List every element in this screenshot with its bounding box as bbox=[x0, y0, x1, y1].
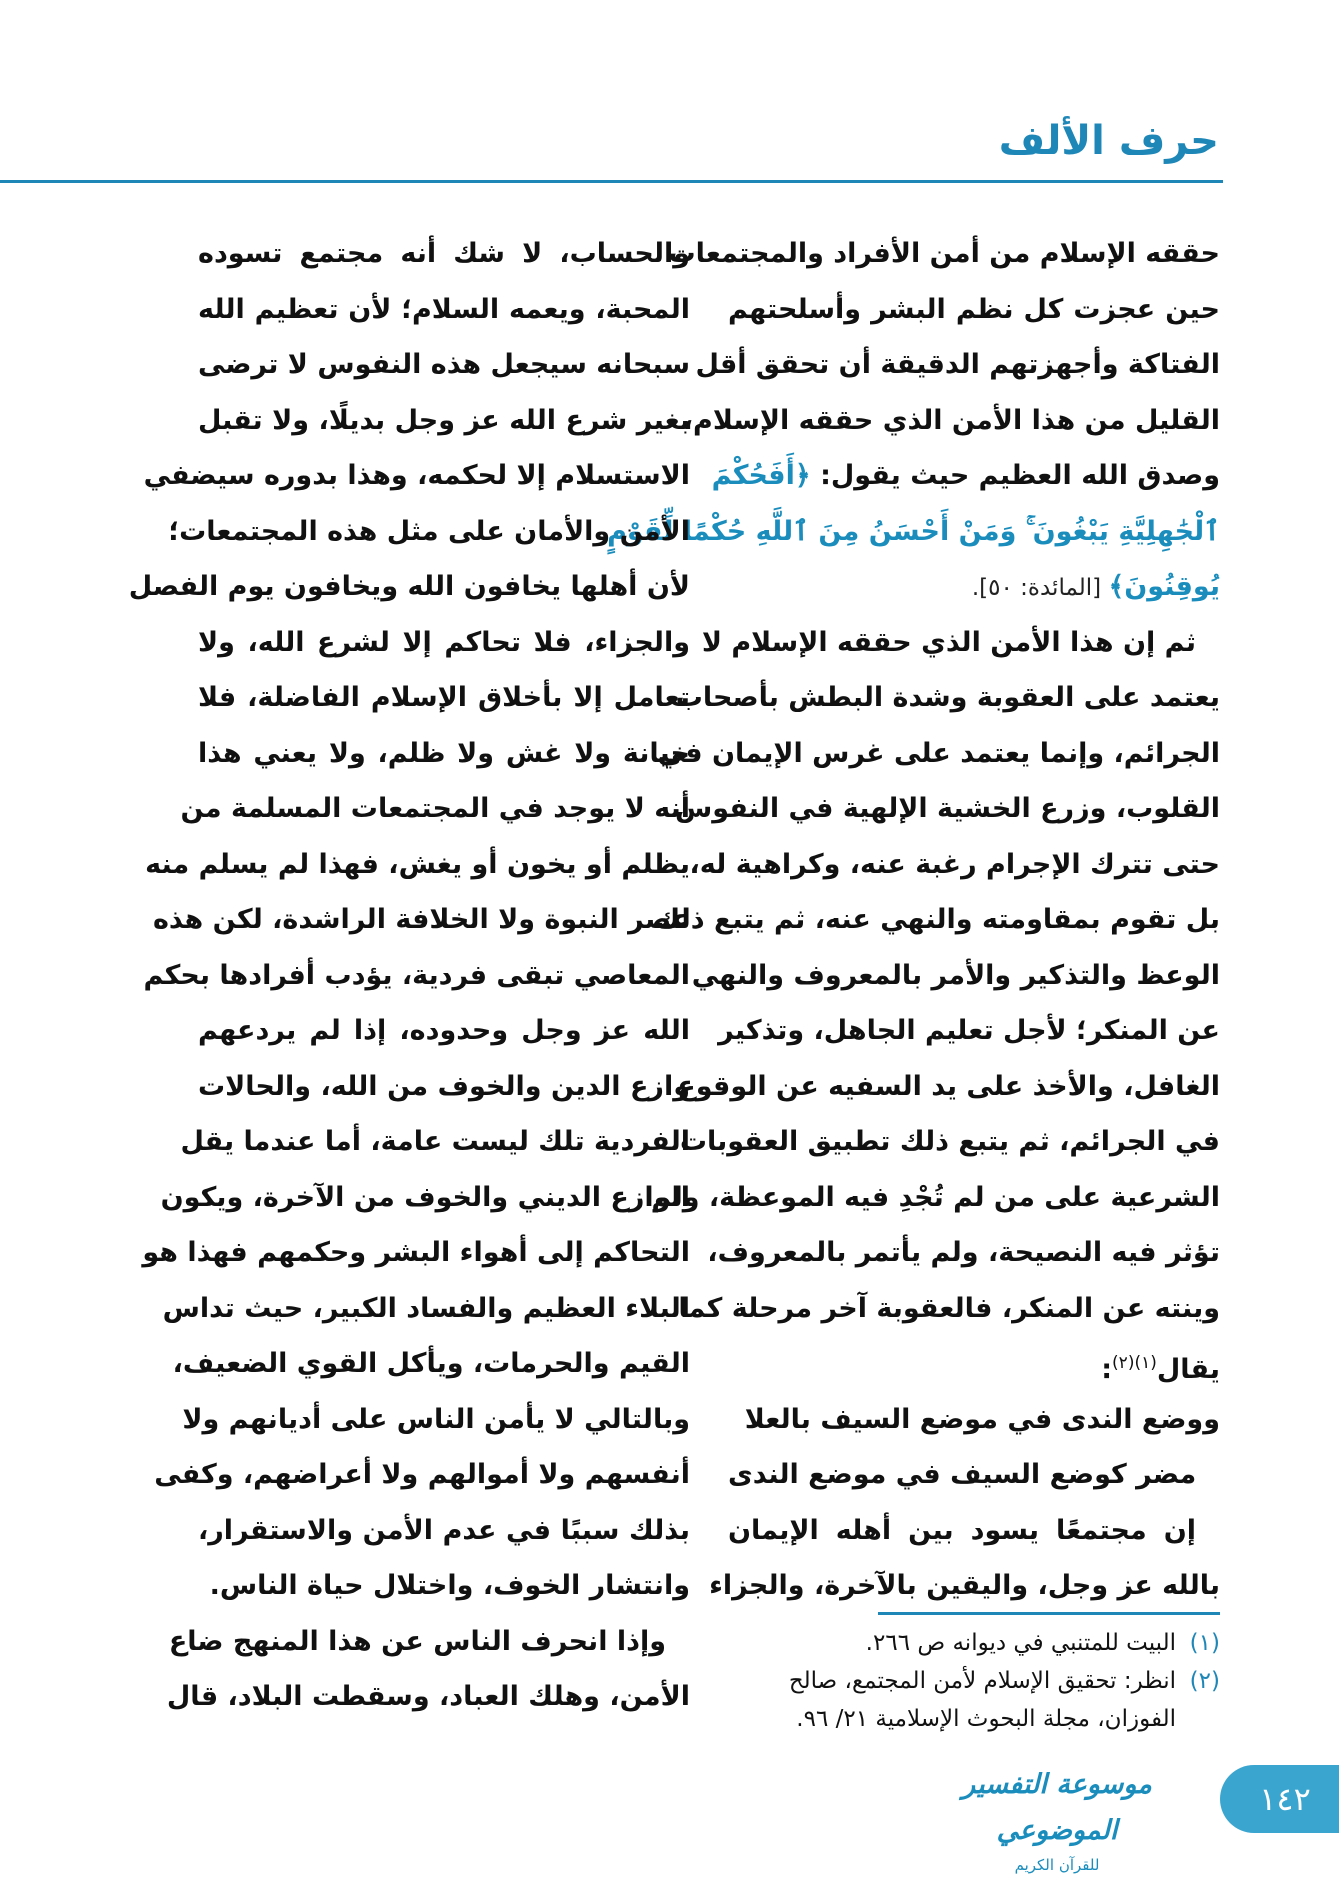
logo-subtitle: للقرآن الكريم bbox=[1014, 1856, 1100, 1874]
text-line bbox=[678, 1281, 1220, 1337]
text-line bbox=[668, 226, 1220, 282]
text-line bbox=[707, 1225, 1220, 1281]
text-line bbox=[198, 726, 690, 782]
page-number: ١٤٢ bbox=[1220, 1765, 1339, 1833]
line-text: ووضع الندى في موضع السيف بالعلا bbox=[744, 1403, 1220, 1435]
text-line bbox=[143, 948, 690, 1004]
text-line bbox=[198, 226, 690, 282]
line-text: بالله عز وجل، واليقين بالآخرة، والجزاء bbox=[709, 1570, 1220, 1601]
text-line bbox=[709, 1558, 1220, 1614]
quran-verse: يُوقِنُونَ﴾ bbox=[1108, 571, 1220, 602]
line-text: عن المنكر؛ لأجل تعليم الجاهل، وتذكير bbox=[718, 1015, 1220, 1046]
text-line bbox=[701, 615, 1220, 671]
line-text: القلوب، وزرع الخشية الإلهية في النفوس bbox=[675, 793, 1220, 824]
line-text: إن مجتمعًا يسود بين أهله الإيمان bbox=[728, 1514, 1196, 1546]
text-line bbox=[154, 1447, 690, 1503]
line-text: الجرائم، وإنما يعتمد على غرس الإيمان في bbox=[657, 737, 1220, 769]
text-line bbox=[168, 1614, 690, 1670]
text-line bbox=[655, 892, 1220, 948]
text-line bbox=[657, 726, 1220, 782]
line-text: البلاء العظيم والفساد الكبير، حيث تداس bbox=[162, 1292, 690, 1324]
encyclopedia-logo bbox=[934, 1762, 1180, 1874]
line-text: حتى تترك الإجرام رغبة عنه، وكراهية له، bbox=[689, 848, 1220, 880]
text-line bbox=[718, 1003, 1220, 1059]
text-line bbox=[198, 615, 690, 671]
line-text: والحساب، لا شك أنه مجتمع تسوده bbox=[198, 238, 690, 269]
line-text: سبحانه سيجعل هذه النفوس لا ترضى bbox=[198, 349, 690, 380]
text-line bbox=[145, 837, 690, 893]
text-line bbox=[728, 1447, 1220, 1503]
line-text: حققه الإسلام من أمن الأفراد والمجتمعات bbox=[668, 238, 1220, 269]
line-text-end: : bbox=[1101, 1354, 1113, 1385]
text-line bbox=[198, 337, 690, 393]
line-text: القيم والحرمات، ويأكل القوي الضعيف، bbox=[172, 1348, 690, 1379]
text-line bbox=[198, 282, 690, 338]
text-line bbox=[160, 1170, 690, 1226]
text-line bbox=[728, 559, 1220, 615]
line-text: تؤثر فيه النصيحة، ولم يأتمر بالمعروف، bbox=[707, 1237, 1220, 1268]
line-text: بل تقوم بمقاومته والنهي عنه، ثم يتبع ذلك bbox=[655, 904, 1220, 935]
text-line bbox=[152, 892, 690, 948]
left-text-column bbox=[128, 226, 690, 1725]
line-text: الشرعية على من لم تُجْدِ فيه الموعظة، ولم bbox=[651, 1181, 1220, 1213]
line-text: بذلك سببًا في عدم الأمن والاستقرار، bbox=[198, 1514, 690, 1546]
line-text: يقال bbox=[1156, 1354, 1220, 1385]
line-text: تعامل إلا بأخلاق الإسلام الفاضلة، فلا bbox=[198, 682, 690, 713]
line-text: المحبة، ويعمه السلام؛ لأن تعظيم الله bbox=[198, 293, 690, 325]
text-line bbox=[728, 282, 1220, 338]
text-line bbox=[128, 559, 690, 615]
text-line bbox=[198, 1558, 690, 1614]
line-text: القليل من هذا الأمن الذي حققه الإسلام، bbox=[682, 404, 1220, 436]
text-line bbox=[180, 1114, 690, 1170]
line-text: أنه لا يوجد في المجتمعات المسلمة من bbox=[180, 793, 690, 824]
text-line bbox=[198, 1003, 690, 1059]
text-line bbox=[675, 670, 1220, 726]
text-line bbox=[607, 504, 1220, 560]
text-line bbox=[677, 1059, 1220, 1115]
text-line bbox=[198, 670, 690, 726]
text-line bbox=[198, 393, 690, 449]
line-text: والجزاء، فلا تحاكم إلا لشرع الله، ولا bbox=[198, 626, 690, 658]
text-line bbox=[695, 337, 1220, 393]
line-text: وينته عن المنكر، فالعقوبة آخر مرحلة كما bbox=[678, 1292, 1220, 1324]
line-text: عصر النبوة ولا الخلافة الراشدة، لكن هذه bbox=[152, 904, 690, 935]
line-text: أنفسهم ولا أموالهم ولا أعراضهم، وكفى bbox=[154, 1459, 690, 1490]
chapter-title: حرف الألف bbox=[998, 118, 1219, 164]
text-line bbox=[689, 837, 1220, 893]
text-line bbox=[162, 1281, 690, 1337]
text-line bbox=[675, 781, 1220, 837]
line-text: وبالتالي لا يأمن الناس على أديانهم ولا bbox=[182, 1403, 690, 1435]
text-line bbox=[180, 781, 690, 837]
text-line bbox=[728, 1336, 1220, 1392]
line-text: وازع الدين والخوف من الله، والحالات bbox=[198, 1070, 690, 1102]
text-line bbox=[172, 1336, 690, 1392]
line-text: خيانة ولا غش ولا ظلم، ولا يعني هذا bbox=[198, 737, 690, 769]
line-text: التحاكم إلى أهواء البشر وحكمهم فهذا هو bbox=[142, 1237, 690, 1268]
line-text: الغافل، والأخذ على يد السفيه عن الوقوع bbox=[677, 1070, 1220, 1102]
footnote-number: (١) bbox=[1189, 1630, 1220, 1656]
text-line bbox=[198, 1059, 690, 1115]
line-text: المعاصي تبقى فردية، يؤدب أفرادها بحكم bbox=[143, 959, 690, 991]
line-text: الفردية تلك ليست عامة، أما عندما يقل bbox=[180, 1126, 690, 1157]
quran-verse: ﴿أَفَحُكْمَ bbox=[711, 460, 811, 491]
footnotes bbox=[728, 1624, 1220, 1738]
verse-reference: [المائدة: ٥٠]. bbox=[971, 575, 1109, 601]
text-line bbox=[182, 1392, 690, 1448]
text-line bbox=[679, 1114, 1220, 1170]
line-text: وإذا انحرف الناس عن هذا المنهج ضاع bbox=[168, 1625, 666, 1657]
text-line bbox=[711, 448, 1220, 504]
line-text: الله عز وجل وحدوده، إذا لم يردعهم bbox=[198, 1015, 690, 1046]
text-line bbox=[143, 448, 690, 504]
right-text-column bbox=[607, 226, 1220, 1614]
line-text: وانتشار الخوف، واختلال حياة الناس. bbox=[209, 1570, 690, 1601]
line-text: وصدق الله العظيم حيث يقول: bbox=[810, 460, 1220, 491]
text-line bbox=[142, 1225, 690, 1281]
footnote-text: البيت للمتنبي في ديوانه ص ٢٦٦. bbox=[865, 1630, 1176, 1656]
line-text: يظلم أو يخون أو يغش، فهذا لم يسلم منه bbox=[145, 848, 690, 880]
line-text: الاستسلام إلا لحكمه، وهذا بدوره سيضفي bbox=[143, 460, 690, 491]
line-text: في الجرائم، ثم يتبع ذلك تطبيق العقوبات bbox=[679, 1126, 1220, 1157]
text-line bbox=[682, 393, 1220, 449]
footnote bbox=[728, 1662, 1220, 1738]
line-text: لأن أهلها يخافون الله ويخافون يوم الفصل bbox=[128, 571, 690, 602]
logo-title: موسوعة التفسير الموضوعي bbox=[962, 1769, 1152, 1846]
line-text: مضر كوضع السيف في موضع الندى bbox=[728, 1459, 1197, 1490]
line-text: يعتمد على العقوبة وشدة البطش بأصحاب bbox=[675, 682, 1220, 713]
footnote-marker: (١)(٢) bbox=[1112, 1353, 1157, 1373]
header-divider bbox=[0, 180, 1223, 183]
line-text: الوعظ والتذكير والأمر بالمعروف والنهي bbox=[691, 959, 1220, 991]
footnote bbox=[728, 1624, 1220, 1662]
quran-verse: ٱلْجَٰهِلِيَّةِ يَبْغُونَ ۚ وَمَنْ أَحْسَنُ مِنَ ٱللَّهِ حُكْمًا لِّقَوْمٍ bbox=[607, 515, 1220, 547]
text-line bbox=[691, 948, 1220, 1004]
footnote-number: (٢) bbox=[1189, 1668, 1220, 1694]
text-line bbox=[728, 1503, 1220, 1559]
line-text: الوازع الديني والخوف من الآخرة، ويكون bbox=[160, 1181, 690, 1213]
footnote-divider bbox=[878, 1612, 1220, 1615]
text-line bbox=[198, 1503, 690, 1559]
text-line bbox=[166, 1669, 690, 1725]
line-text: الفتاكة وأجهزتهم الدقيقة أن تحقق أقل bbox=[695, 349, 1220, 380]
footnote-text: انظر: تحقيق الإسلام لأمن المجتمع، صالح الفوزان، مجلة البحوث الإسلامية ٢١/ ٩٦. bbox=[788, 1668, 1176, 1732]
line-text: حين عجزت كل نظم البشر وأسلحتهم bbox=[728, 293, 1220, 325]
text-line bbox=[168, 504, 690, 560]
line-text: بغير شرع الله عز وجل بديلًا، ولا تقبل bbox=[198, 404, 690, 436]
line-text: الأمن والأمان على مثل هذه المجتمعات؛ bbox=[168, 515, 690, 547]
text-line bbox=[728, 1392, 1220, 1448]
text-line bbox=[651, 1170, 1220, 1226]
line-text: ثم إن هذا الأمن الذي حققه الإسلام لا bbox=[701, 626, 1196, 658]
line-text: الأمن، وهلك العباد، وسقطت البلاد، قال bbox=[166, 1681, 690, 1712]
